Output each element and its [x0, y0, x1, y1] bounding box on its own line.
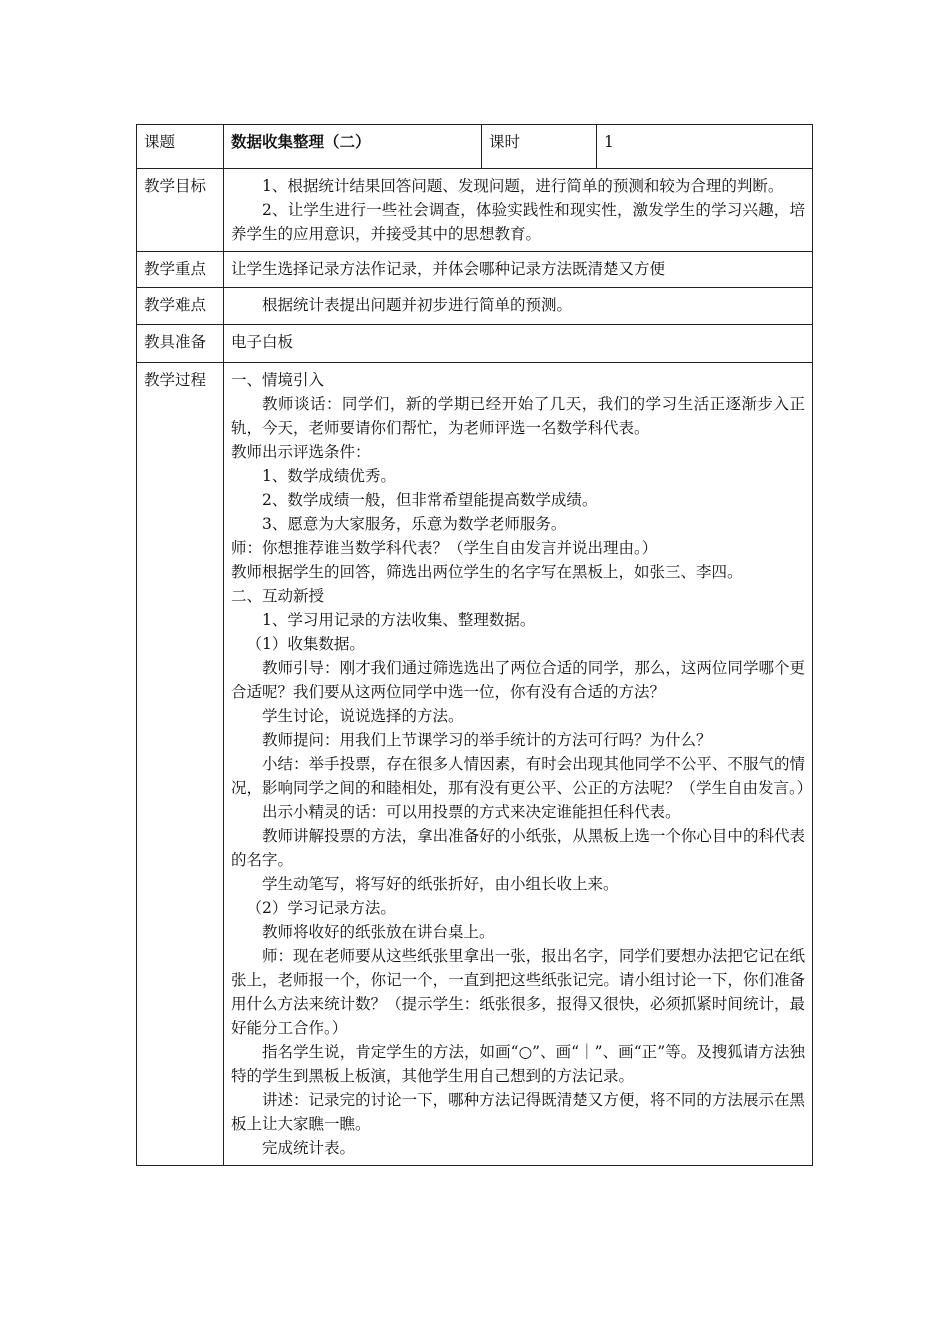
key-point-row	[137, 252, 813, 288]
process-paragraph: 出示小精灵的话：可以用投票的方式来决定谁能担任科代表。	[262, 803, 681, 821]
section-heading: 一、情境引入	[231, 371, 325, 389]
difficulty-text: 根据统计表提出问题并初步进行简单的预测。	[224, 288, 813, 325]
tools-row	[137, 325, 813, 363]
period-label: 课时	[482, 125, 597, 169]
process-paragraph: 教师根据学生的回答，筛选出两位学生的名字写在黑板上，如张三、李四。	[231, 563, 743, 581]
topic-value: 数据收集整理（二）	[224, 125, 482, 169]
process-paragraph: 完成统计表。	[262, 1139, 356, 1157]
lesson-plan-table	[136, 124, 813, 1166]
goal-line: 1、根据统计结果回答问题、发现问题，进行简单的预测和较为合理的判断。	[262, 177, 784, 195]
process-paragraph: 教师将收好的纸张放在讲台桌上。	[262, 923, 495, 941]
process-paragraph: 师：现在老师要从这些纸张里拿出一张，报出名字，同学们要想办法把它记在纸张上，老师报一个，你记一个，一直到把这些纸张记完。请小组讨论一下，你们准备用什么方法来统计数？（提示学生：纸张很多，报得又很快，必须抓紧时间统计，最好能分工合作。）	[231, 947, 805, 1037]
process-paragraph: 学生讨论，说说选择的方法。	[262, 707, 464, 725]
key-point-text: 让学生选择记录方法作记录，并体会哪种记录方法既清楚又方便	[224, 252, 813, 288]
tools-label: 教具准备	[137, 325, 224, 363]
process-paragraph: 教师谈话：同学们，新的学期已经开始了几天，我们的学习生活正逐渐步入正轨，今天，老师要请你们帮忙，为老师评选一名数学科代表。	[231, 395, 805, 437]
process-paragraph: 教师讲解投票的方法，拿出准备好的小纸张，从黑板上选一个你心目中的科代表的名字。	[231, 827, 805, 869]
difficulty-row	[137, 288, 813, 325]
subsection-heading: 1、学习用记录的方法收集、整理数据。	[262, 611, 536, 629]
goals-content	[224, 169, 813, 252]
criteria-item: 1、数学成绩优秀。	[262, 467, 396, 485]
process-paragraph: 教师提问：用我们上节课学习的举手统计的方法可行吗？为什么？	[262, 731, 712, 749]
process-label: 教学过程	[137, 363, 224, 1166]
criteria-item: 3、愿意为大家服务，乐意为数学老师服务。	[262, 515, 567, 533]
goals-row	[137, 169, 813, 252]
difficulty-label: 教学难点	[137, 288, 224, 325]
key-point-label: 教学重点	[137, 252, 224, 288]
process-paragraph: 讲述：记录完的讨论一下，哪种方法记得既清楚又方便，将不同的方法展示在黑板上让大家瞧一瞧。	[231, 1091, 805, 1133]
process-paragraph: 小结：举手投票，存在很多人情因素，有时会出现其他同学不公平、不服气的情况，影响同学之间的和睦相处，那有没有更公平、公正的方法呢？（学生自由发言。）	[231, 755, 813, 797]
tools-text: 电子白板	[224, 325, 813, 363]
goal-line: 2、让学生进行一些社会调查，体验实践性和现实性，激发学生的学习兴趣，培养学生的应用意识，并接受其中的思想教育。	[231, 201, 805, 243]
topic-label: 课题	[137, 125, 224, 169]
process-paragraph: 师：你想推荐谁当数学科代表？（学生自由发言并说出理由。）	[231, 539, 658, 557]
process-paragraph: 教师引导：刚才我们通过筛选选出了两位合适的同学，那么，这两位同学哪个更合适呢？我们要从这两位同学中选一位，你有没有合适的方法？	[231, 659, 805, 701]
subsection-heading: （1）收集数据。	[246, 635, 365, 653]
topic-row	[137, 125, 813, 169]
goals-label: 教学目标	[137, 169, 224, 252]
process-paragraph: 学生动笔写，将写好的纸张折好，由小组长收上来。	[262, 875, 619, 893]
process-paragraph: 指名学生说，肯定学生的方法，如画“○”、画“｜”、画“正”等。及搜狐请方法独特的学生到黑板上板演，其他学生用自己想到的方法记录。	[231, 1043, 805, 1085]
process-row	[137, 363, 813, 1166]
subsection-heading: （2）学习记录方法。	[246, 899, 396, 917]
process-paragraph: 教师出示评选条件：	[231, 443, 371, 461]
section-heading: 二、互动新授	[231, 587, 325, 605]
process-content	[224, 363, 813, 1166]
period-value: 1	[597, 125, 813, 169]
criteria-item: 2、数学成绩一般，但非常希望能提高数学成绩。	[262, 491, 598, 509]
